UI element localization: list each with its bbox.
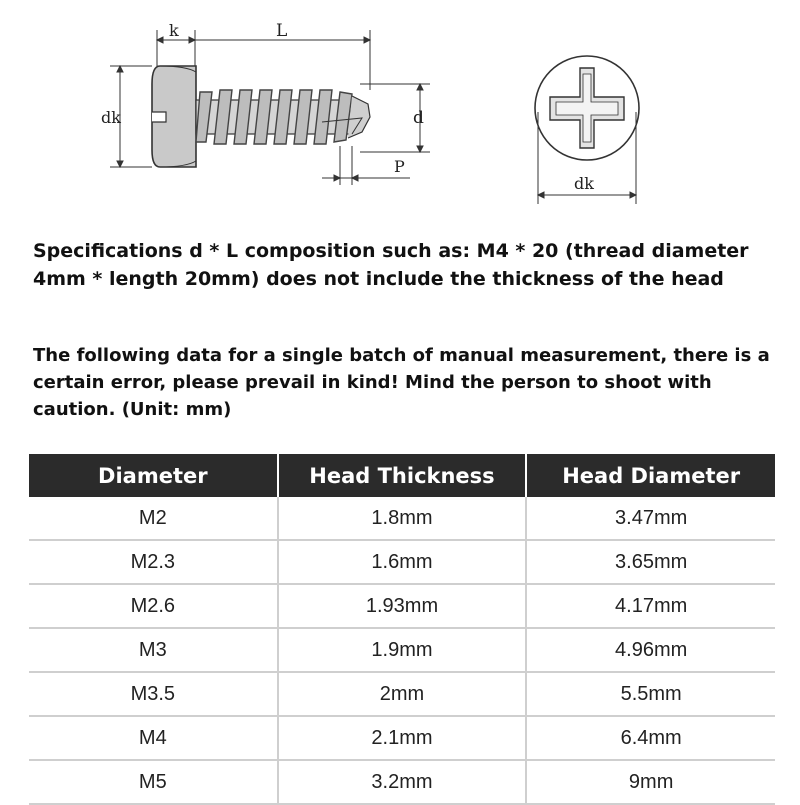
table-row (29, 497, 775, 540)
table-row (29, 540, 775, 584)
spec-format-note: Specifications d * L composition such as: M4 * 20 (thread diameter 4mm * length 20mm) does not include the thickness of the head (33, 240, 749, 290)
table-header-row (29, 454, 775, 497)
cell-diameter: M2.6 (29, 584, 278, 628)
screw-diagram (0, 0, 800, 222)
size-table (29, 454, 775, 805)
cell-diameter: M4 (29, 716, 278, 760)
table-row (29, 584, 775, 628)
cell-diameter: M5 (29, 760, 278, 804)
measurement-disclaimer: The following data for a single batch of manual measurement, there is a certain error, please prevail in kind! Mind the person to shoot with caution. (Unit: mm) (33, 345, 770, 420)
cell-head-diameter: 4.17mm (526, 584, 775, 628)
cell-head-diameter: 4.96mm (526, 628, 775, 672)
screw-side-view (152, 66, 370, 167)
label-L: L (276, 21, 288, 41)
header-head-diameter: Head Diameter (526, 454, 775, 497)
cell-head-thickness: 2.1mm (278, 716, 527, 760)
cell-diameter: M3.5 (29, 672, 278, 716)
cell-head-thickness: 2mm (278, 672, 527, 716)
cell-head-thickness: 1.8mm (278, 497, 527, 540)
cell-head-thickness: 1.93mm (278, 584, 527, 628)
label-k: k (169, 21, 179, 40)
cell-head-thickness: 1.6mm (278, 540, 527, 584)
cell-diameter: M2.3 (29, 540, 278, 584)
table-row (29, 760, 775, 804)
cell-diameter: M3 (29, 628, 278, 672)
cell-head-thickness: 1.9mm (278, 628, 527, 672)
cell-head-thickness: 3.2mm (278, 760, 527, 804)
header-diameter: Diameter (29, 454, 278, 497)
cell-head-diameter: 5.5mm (526, 672, 775, 716)
table-row (29, 672, 775, 716)
label-P: P (394, 157, 405, 176)
table-row (29, 716, 775, 760)
cell-head-diameter: 9mm (526, 760, 775, 804)
label-dk-top: dk (574, 174, 594, 193)
label-d: d (413, 108, 424, 128)
cell-diameter: M2 (29, 497, 278, 540)
cell-head-diameter: 3.47mm (526, 497, 775, 540)
cell-head-diameter: 6.4mm (526, 716, 775, 760)
table-row (29, 628, 775, 672)
cell-head-diameter: 3.65mm (526, 540, 775, 584)
header-head-thickness: Head Thickness (278, 454, 527, 497)
screw-drawing (0, 0, 800, 222)
label-dk-side: dk (101, 108, 121, 127)
